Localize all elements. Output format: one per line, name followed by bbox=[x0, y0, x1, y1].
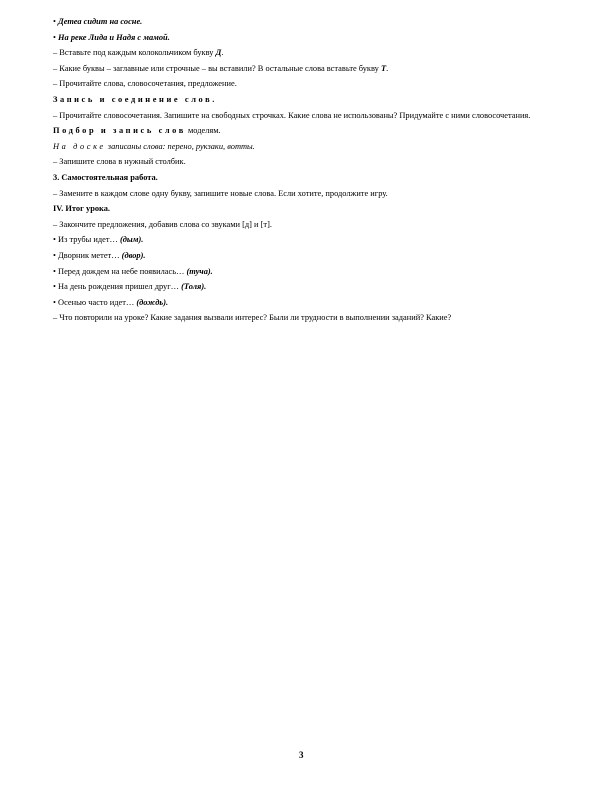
board-words: На доске записаны слова: перено, рукзаки, вотты. bbox=[53, 141, 255, 151]
lesson-text bbox=[35, 14, 573, 326]
instruction-read: – Прочитайте слова, словосочетания, предложение. bbox=[53, 79, 237, 89]
page-number: 3 bbox=[299, 750, 304, 760]
instruction-insert-t: – Какие буквы – заглавные или строчные – вы вставили? В остальные слова вставьте букву Т. bbox=[53, 63, 389, 73]
instruction-insert-d: – Вставьте под каждым колокольчиком букву Д. bbox=[53, 48, 224, 58]
section-independent-work: 3. Самостоятельная работа. bbox=[53, 172, 158, 182]
heading-write-connect: Запись и соединение слов. bbox=[53, 94, 217, 104]
instruction-finish-sentences: – Закончите предложения, добавив слова со звуками [д] и [т]. bbox=[53, 219, 272, 229]
bullet-sentence-1: • Детеа сидит на сосне. bbox=[53, 17, 143, 26]
closing-questions: – Что повторили на уроке? Какие задания вызвали интерес? Были ли трудности в выполнении заданий? Какие? bbox=[53, 313, 452, 323]
section-lesson-summary: IV. Итог урока. bbox=[53, 204, 111, 214]
instruction-columns: – Запишите слова в нужный столбик. bbox=[53, 157, 186, 167]
sentence-friend: • На день рождения пришел друг… (Толя). bbox=[53, 282, 207, 292]
sentence-smoke: • Из трубы идет… (дым). bbox=[53, 235, 144, 245]
instruction-phrases: – Прочитайте словосочетания. Запишите на свободных строчках. Какие слова не использованы? Придумайте с ними словосочетания. bbox=[53, 110, 531, 120]
sentence-yard: • Дворник метет… (двор). bbox=[53, 250, 146, 260]
sentence-cloud: • Перед дождем на небе появилась… (туча). bbox=[53, 266, 213, 276]
bullet-sentence-2: • На реке Лида и Надя с мамой. bbox=[53, 32, 170, 42]
sentence-rain: • Осенью часто идет… (дождь). bbox=[53, 297, 169, 307]
heading-selection: Подбор и запись слов моделям. bbox=[53, 126, 221, 136]
instruction-replace-letter: – Замените в каждом слове одну букву, запишите новые слова. Если хотите, продолжите игру. bbox=[53, 188, 388, 198]
